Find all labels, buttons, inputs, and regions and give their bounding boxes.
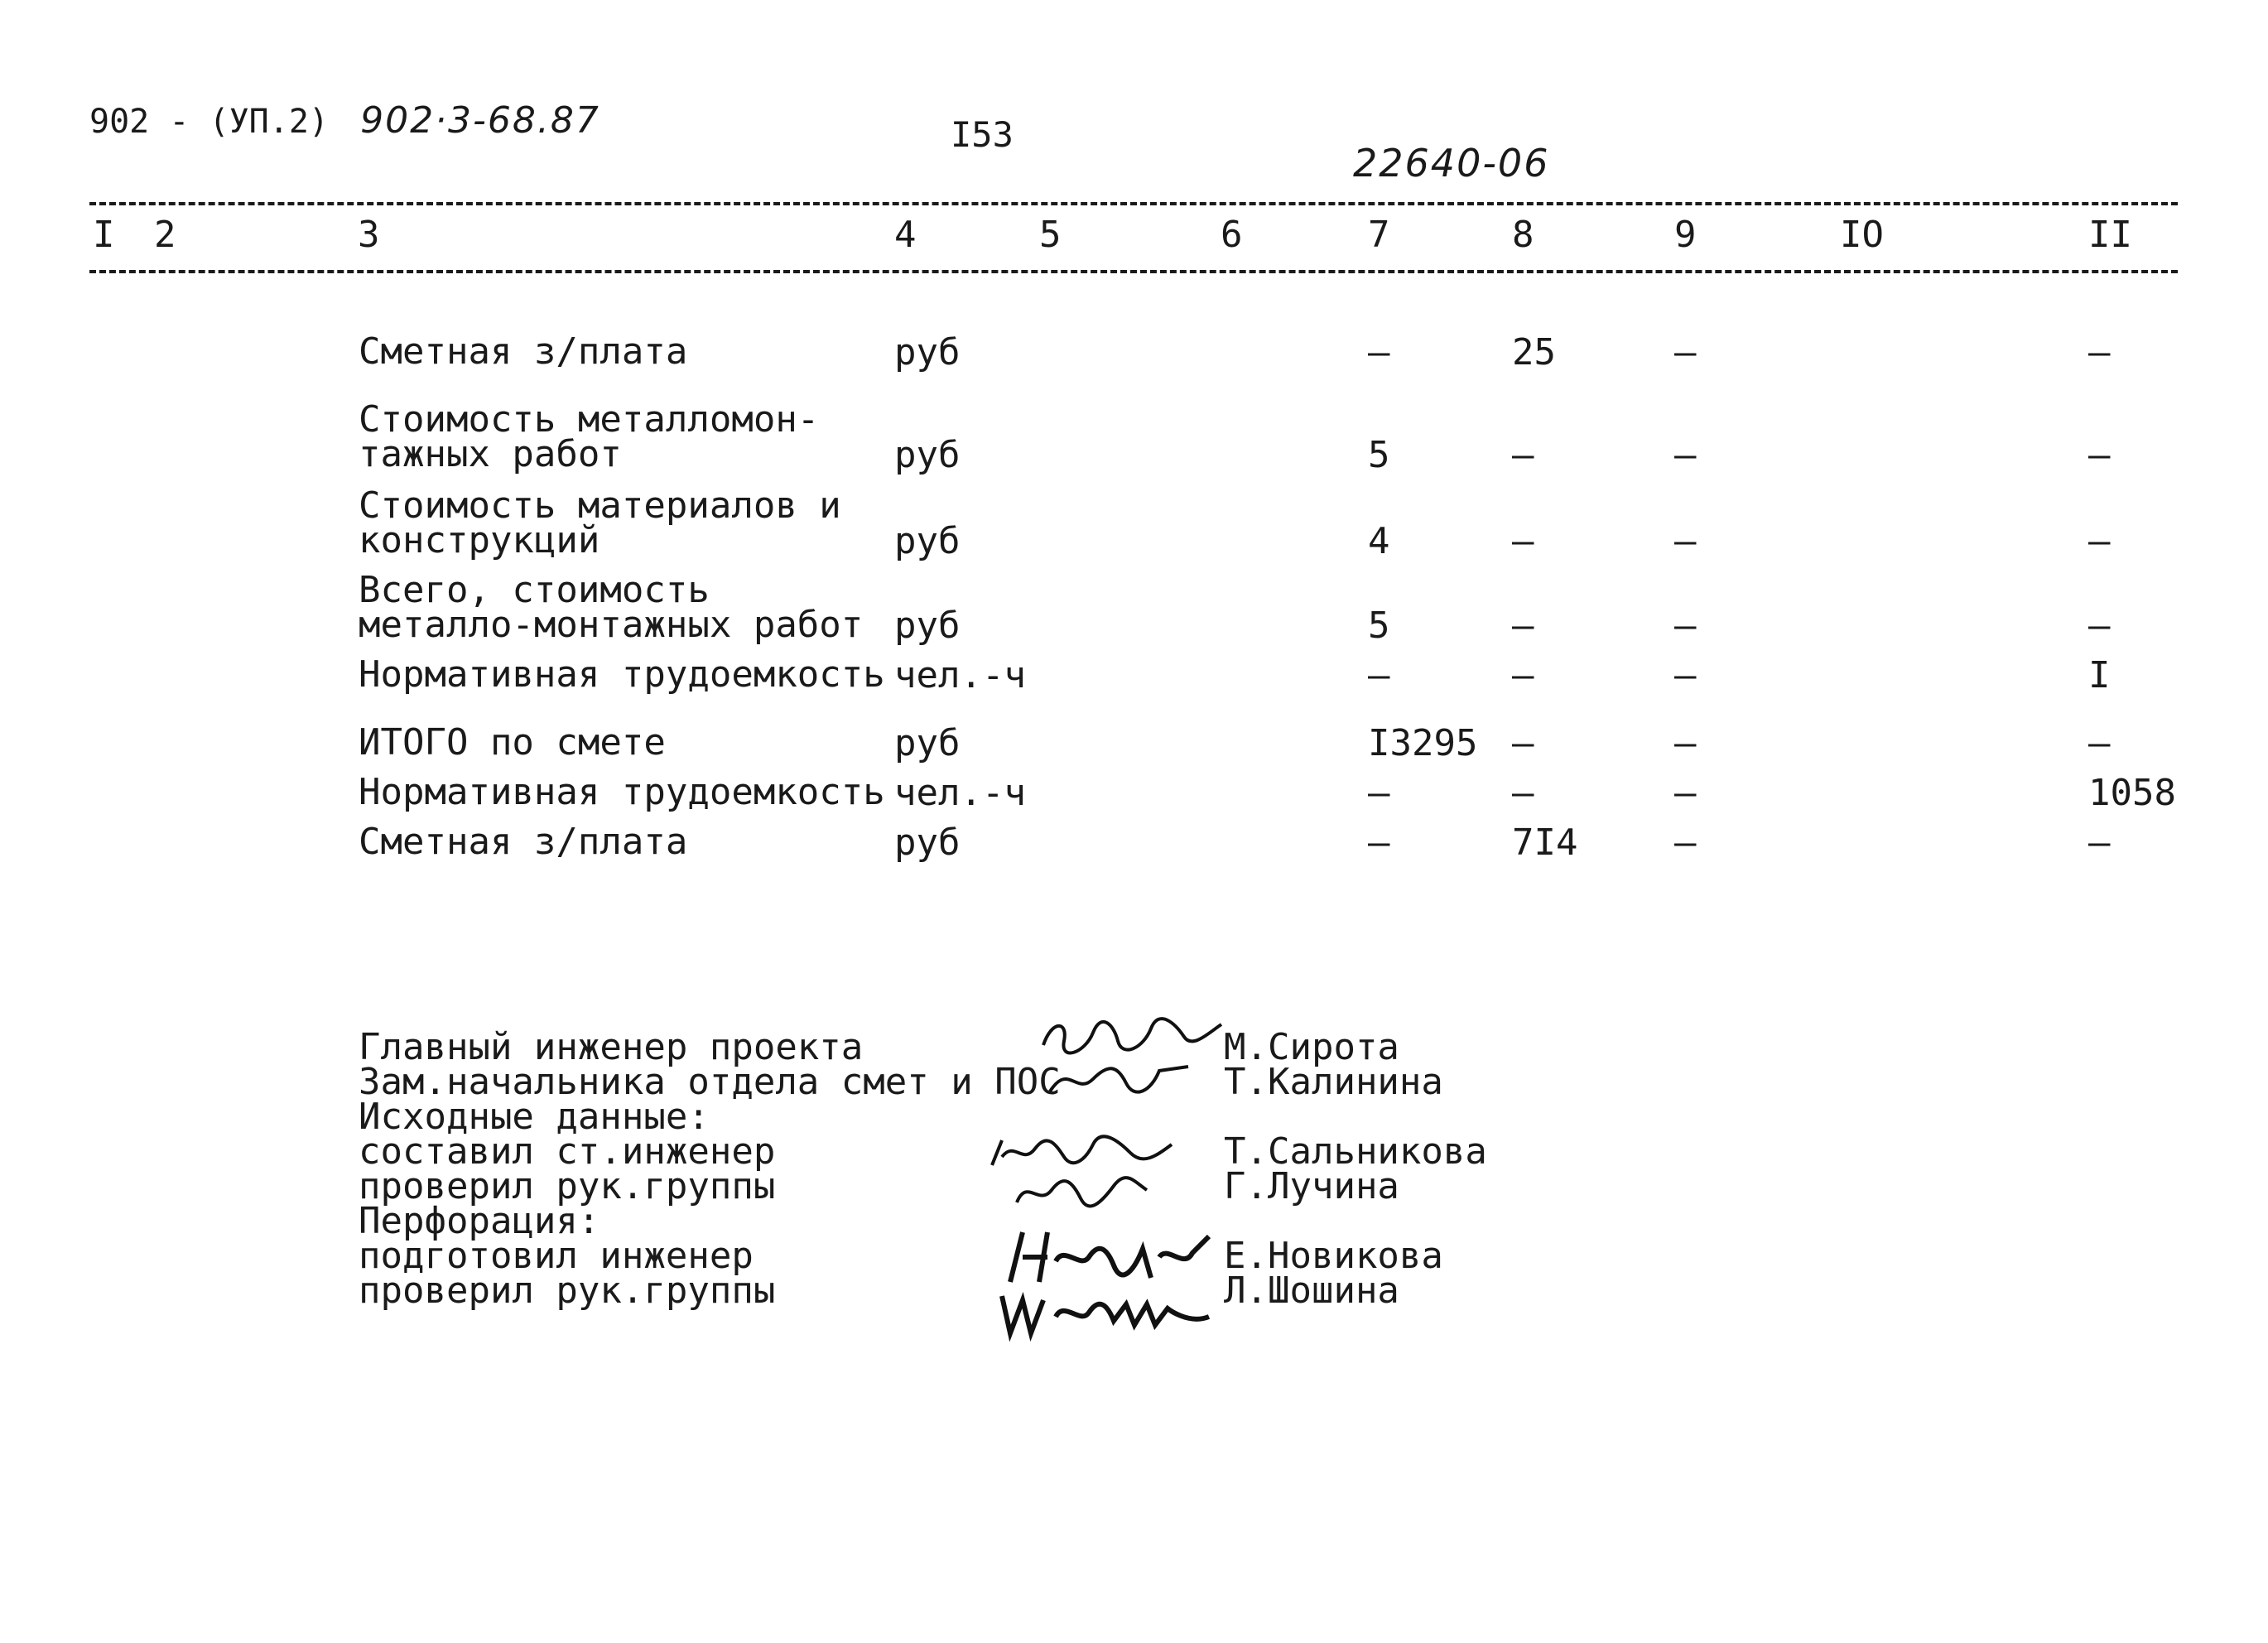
cell-col7: – (1368, 331, 1390, 373)
column-number: 2 (154, 214, 176, 256)
cell-col7: 5 (1368, 434, 1390, 476)
column-number: 5 (1039, 214, 1062, 256)
cell-col11: – (2088, 434, 2111, 476)
cell-col9: – (1674, 605, 1697, 647)
cell-col8: – (1512, 434, 1534, 476)
cell-col11: – (2088, 822, 2111, 864)
signer-title: Главный инженер проекта (359, 1026, 864, 1068)
cell-col9: – (1674, 822, 1697, 864)
signature-shoshina (994, 1275, 1217, 1342)
cell-col11: I (2088, 654, 2111, 696)
table-row (0, 484, 2268, 563)
row-unit: чел.-ч (894, 654, 1026, 696)
cell-col9: – (1674, 654, 1697, 696)
cell-col8: – (1512, 722, 1534, 764)
row-label: Нормативная трудоемкость (359, 771, 885, 813)
table-row (0, 330, 2268, 409)
cell-col11: – (2088, 331, 2111, 373)
row-unit: руб (894, 722, 961, 764)
column-number: 3 (358, 214, 380, 256)
table-row (0, 653, 2268, 732)
row-label: Всего, стоимость металло-монтажных работ (359, 569, 864, 646)
cell-col8: 25 (1512, 331, 1556, 373)
cell-col8: – (1512, 772, 1534, 814)
table-row (0, 821, 2268, 899)
section-heading: Перфорация: (359, 1200, 600, 1242)
cell-col8: – (1512, 605, 1534, 647)
row-unit: руб (894, 822, 961, 864)
cell-col7: – (1368, 772, 1390, 814)
cell-col7: 4 (1368, 520, 1390, 562)
cell-col11: – (2088, 605, 2111, 647)
header-rule-bottom (89, 270, 2178, 273)
signature-sirota (1035, 1012, 1225, 1062)
cell-col7: – (1368, 654, 1390, 696)
row-label: Стоимость материалов и конструкций (359, 484, 841, 561)
signer-title: проверил рук.группы (359, 1165, 776, 1207)
signer-name: М.Сирота (1224, 1026, 1399, 1068)
cell-col8: – (1512, 654, 1534, 696)
row-unit: чел.-ч (894, 772, 1026, 814)
column-number: IO (1840, 214, 1884, 256)
document-code-typed: 902 - (УП.2) (89, 103, 329, 141)
cell-col7: I3295 (1368, 722, 1478, 764)
column-number: 9 (1674, 214, 1697, 256)
page-number: I53 (951, 114, 1014, 155)
document-code (89, 99, 600, 142)
signature-kalinina (1043, 1058, 1192, 1100)
signer-title: Зам.начальника отдела смет и ПОС (359, 1061, 1061, 1103)
table-row (0, 398, 2268, 477)
row-unit: руб (894, 331, 961, 373)
row-unit: руб (894, 520, 961, 562)
column-number: 4 (894, 214, 917, 256)
row-label: ИТОГО по смете (359, 721, 666, 764)
signer-name: Т.Сальникова (1224, 1130, 1487, 1173)
cell-col7: – (1368, 822, 1390, 864)
section-heading: Исходные данные: (359, 1096, 710, 1138)
cell-col9: – (1674, 520, 1697, 562)
table-row (0, 569, 2268, 648)
signer-title: подготовил инженер (359, 1235, 754, 1277)
signer-title: проверил рук.группы (359, 1270, 776, 1312)
cell-col11: – (2088, 722, 2111, 764)
cell-col11: 1058 (2088, 772, 2176, 814)
cell-col8: – (1512, 520, 1534, 562)
row-label: Сметная з/плата (359, 821, 688, 863)
document-code-handwritten: 902·3-68.87 (360, 99, 600, 142)
cell-col7: 5 (1368, 605, 1390, 647)
cell-col9: – (1674, 331, 1697, 373)
cell-col8: 7I4 (1512, 822, 1578, 864)
cell-col9: – (1674, 434, 1697, 476)
cell-col11: – (2088, 520, 2111, 562)
cell-col9: – (1674, 772, 1697, 814)
signer-name: Л.Шошина (1224, 1270, 1399, 1312)
signer-name: Е.Новикова (1224, 1235, 1443, 1277)
row-label: Сметная з/плата (359, 330, 688, 373)
column-number: 8 (1512, 214, 1534, 256)
column-number: 6 (1221, 214, 1243, 256)
row-unit: руб (894, 605, 961, 647)
signer-title: составил ст.инженер (359, 1130, 776, 1173)
row-label: Нормативная трудоемкость (359, 653, 885, 696)
signature-luchina (1010, 1169, 1151, 1215)
header-rule-top (89, 202, 2178, 205)
column-number: 7 (1368, 214, 1390, 256)
cell-col9: – (1674, 722, 1697, 764)
signer-name: Т.Калинина (1224, 1061, 1443, 1103)
signer-name: Г.Лучина (1224, 1165, 1399, 1207)
row-label: Стоимость металломон-тажных работ (359, 398, 820, 475)
column-number: II (2088, 214, 2132, 256)
row-unit: руб (894, 434, 961, 476)
column-number: I (93, 214, 115, 256)
archive-number: 22640-06 (1353, 141, 1550, 186)
